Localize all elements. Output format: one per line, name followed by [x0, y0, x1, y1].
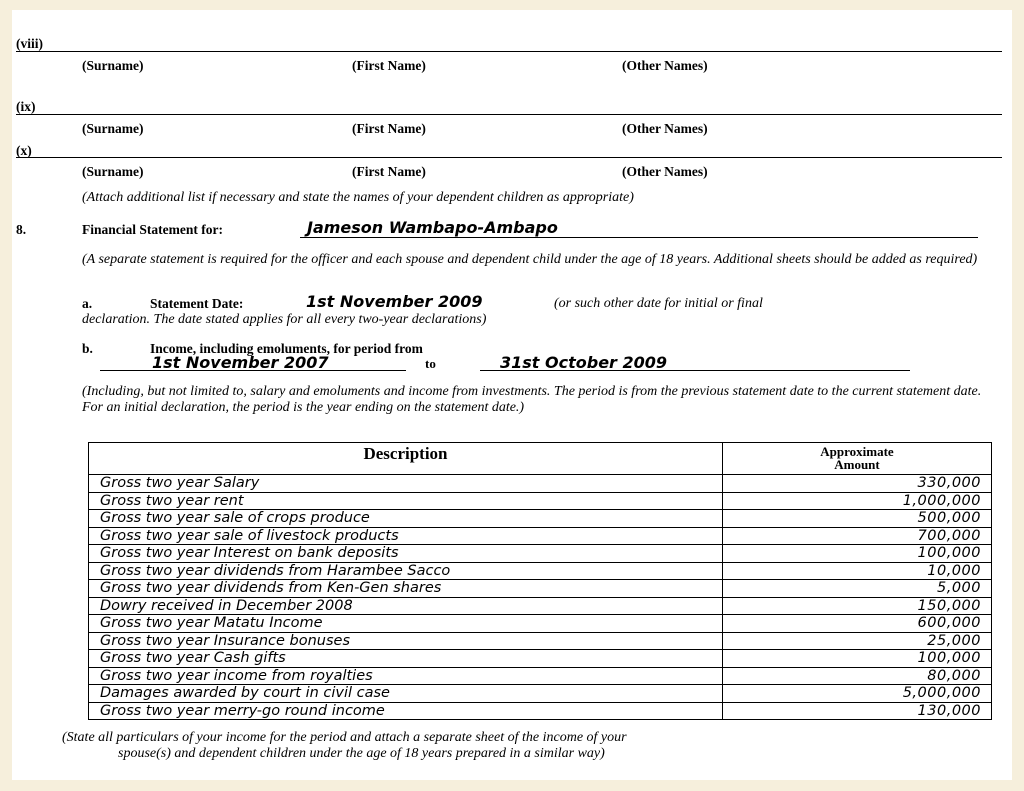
income-amount-cell: 1,000,000: [723, 492, 992, 510]
table-row: [89, 632, 992, 650]
footer-note-line2: spouse(s) and dependent children under the age of 18 years prepared in a similar way): [118, 746, 605, 761]
name-line-viii: [16, 51, 1002, 52]
income-amount-cell: 600,000: [723, 615, 992, 633]
first-name-label: (First Name): [352, 164, 426, 179]
row-label-x: (x): [16, 143, 32, 158]
income-amount-cell: 330,000: [723, 475, 992, 493]
section-8-note: (A separate statement is required for the officer and each spouse and dependent child under the age of 18 years. Additional sheets should be added as required): [82, 252, 978, 267]
table-row: [89, 702, 992, 720]
income-amount-cell: 10,000: [723, 562, 992, 580]
income-description-cell: Gross two year Cash gifts: [89, 650, 723, 668]
description-header: Description: [89, 443, 723, 475]
table-row: [89, 527, 992, 545]
income-description-cell: Gross two year Interest on bank deposits: [89, 545, 723, 563]
income-description-cell: Gross two year sale of livestock products: [89, 527, 723, 545]
income-description-cell: Gross two year income from royalties: [89, 667, 723, 685]
table-row: [89, 580, 992, 598]
income-amount-cell: 100,000: [723, 650, 992, 668]
income-table-header: [89, 443, 992, 475]
statement-date-note: (or such other date for initial or final: [554, 296, 763, 311]
first-name-label: (First Name): [352, 58, 426, 73]
name-line-x: [16, 157, 1002, 158]
attach-note: (Attach additional list if necessary and state the names of your dependent children as appropriate): [82, 190, 634, 205]
statement-date-value: 1st November 2009: [306, 292, 483, 311]
statement-date-label: Statement Date:: [150, 296, 244, 311]
table-row: [89, 685, 992, 703]
surname-label: (Surname): [82, 164, 144, 179]
first-name-label: (First Name): [352, 121, 426, 136]
amount-header-line1: Approximate: [820, 444, 894, 459]
income-description-cell: Gross two year rent: [89, 492, 723, 510]
period-to-value: 31st October 2009: [500, 353, 668, 372]
surname-label: (Surname): [82, 121, 144, 136]
income-amount-cell: 500,000: [723, 510, 992, 528]
income-description-cell: Damages awarded by court in civil case: [89, 685, 723, 703]
section-8-number: 8.: [16, 222, 27, 237]
income-period-label: Income, including emoluments, for period from: [150, 341, 423, 356]
income-amount-cell: 100,000: [723, 545, 992, 563]
income-description-cell: Gross two year dividends from Ken-Gen shares: [89, 580, 723, 598]
income-description-cell: Gross two year Salary: [89, 475, 723, 493]
other-names-label: (Other Names): [622, 58, 708, 73]
income-amount-cell: 80,000: [723, 667, 992, 685]
income-description-cell: Gross two year Insurance bonuses: [89, 632, 723, 650]
table-row: [89, 615, 992, 633]
period-to-label: to: [425, 356, 436, 371]
declaration-form-page: [12, 10, 1012, 780]
table-row: [89, 545, 992, 563]
table-row: [89, 667, 992, 685]
other-names-label: (Other Names): [622, 164, 708, 179]
income-amount-cell: 130,000: [723, 702, 992, 720]
income-description-cell: Gross two year dividends from Harambee Sacco: [89, 562, 723, 580]
table-row: [89, 562, 992, 580]
income-table-body: [89, 475, 992, 720]
table-row: [89, 510, 992, 528]
income-description-cell: Gross two year sale of crops produce: [89, 510, 723, 528]
income-description-cell: Gross two year Matatu Income: [89, 615, 723, 633]
income-amount-cell: 5,000: [723, 580, 992, 598]
amount-header-line2: Amount: [834, 457, 880, 472]
name-line-ix: [16, 114, 1002, 115]
statement-date-note-cont: declaration. The date stated applies for all every two-year declarations): [82, 312, 487, 327]
officer-name-line: [300, 237, 978, 238]
row-label-ix: (ix): [16, 99, 36, 114]
amount-header: [723, 443, 992, 475]
other-names-label: (Other Names): [622, 121, 708, 136]
period-from-line: [100, 370, 406, 371]
period-to-line: [480, 370, 910, 371]
table-row: [89, 475, 992, 493]
income-amount-cell: 700,000: [723, 527, 992, 545]
officer-name-value: Jameson Wambapo-Ambapo: [307, 218, 558, 237]
financial-statement-label: Financial Statement for:: [82, 222, 223, 237]
income-amount-cell: 150,000: [723, 597, 992, 615]
table-row: [89, 597, 992, 615]
income-amount-cell: 5,000,000: [723, 685, 992, 703]
table-row: [89, 650, 992, 668]
period-from-value: 1st November 2007: [152, 353, 329, 372]
income-table: [88, 442, 992, 720]
income-description-cell: Dowry received in December 2008: [89, 597, 723, 615]
section-b-note: (Including, but not limited to, salary and emoluments and income from investments. The period is from the previous statement date to the current statement date. For an initial declaration, the period is the year ending on the statement date.): [82, 384, 982, 415]
table-row: [89, 492, 992, 510]
footer-note-line1: (State all particulars of your income for the period and attach a separate sheet of the income of your: [62, 730, 627, 745]
section-b-marker: b.: [82, 341, 93, 356]
income-description-cell: Gross two year merry-go round income: [89, 702, 723, 720]
row-label-viii: (viii): [16, 36, 43, 51]
income-amount-cell: 25,000: [723, 632, 992, 650]
surname-label: (Surname): [82, 58, 144, 73]
section-a-marker: a.: [82, 296, 93, 311]
